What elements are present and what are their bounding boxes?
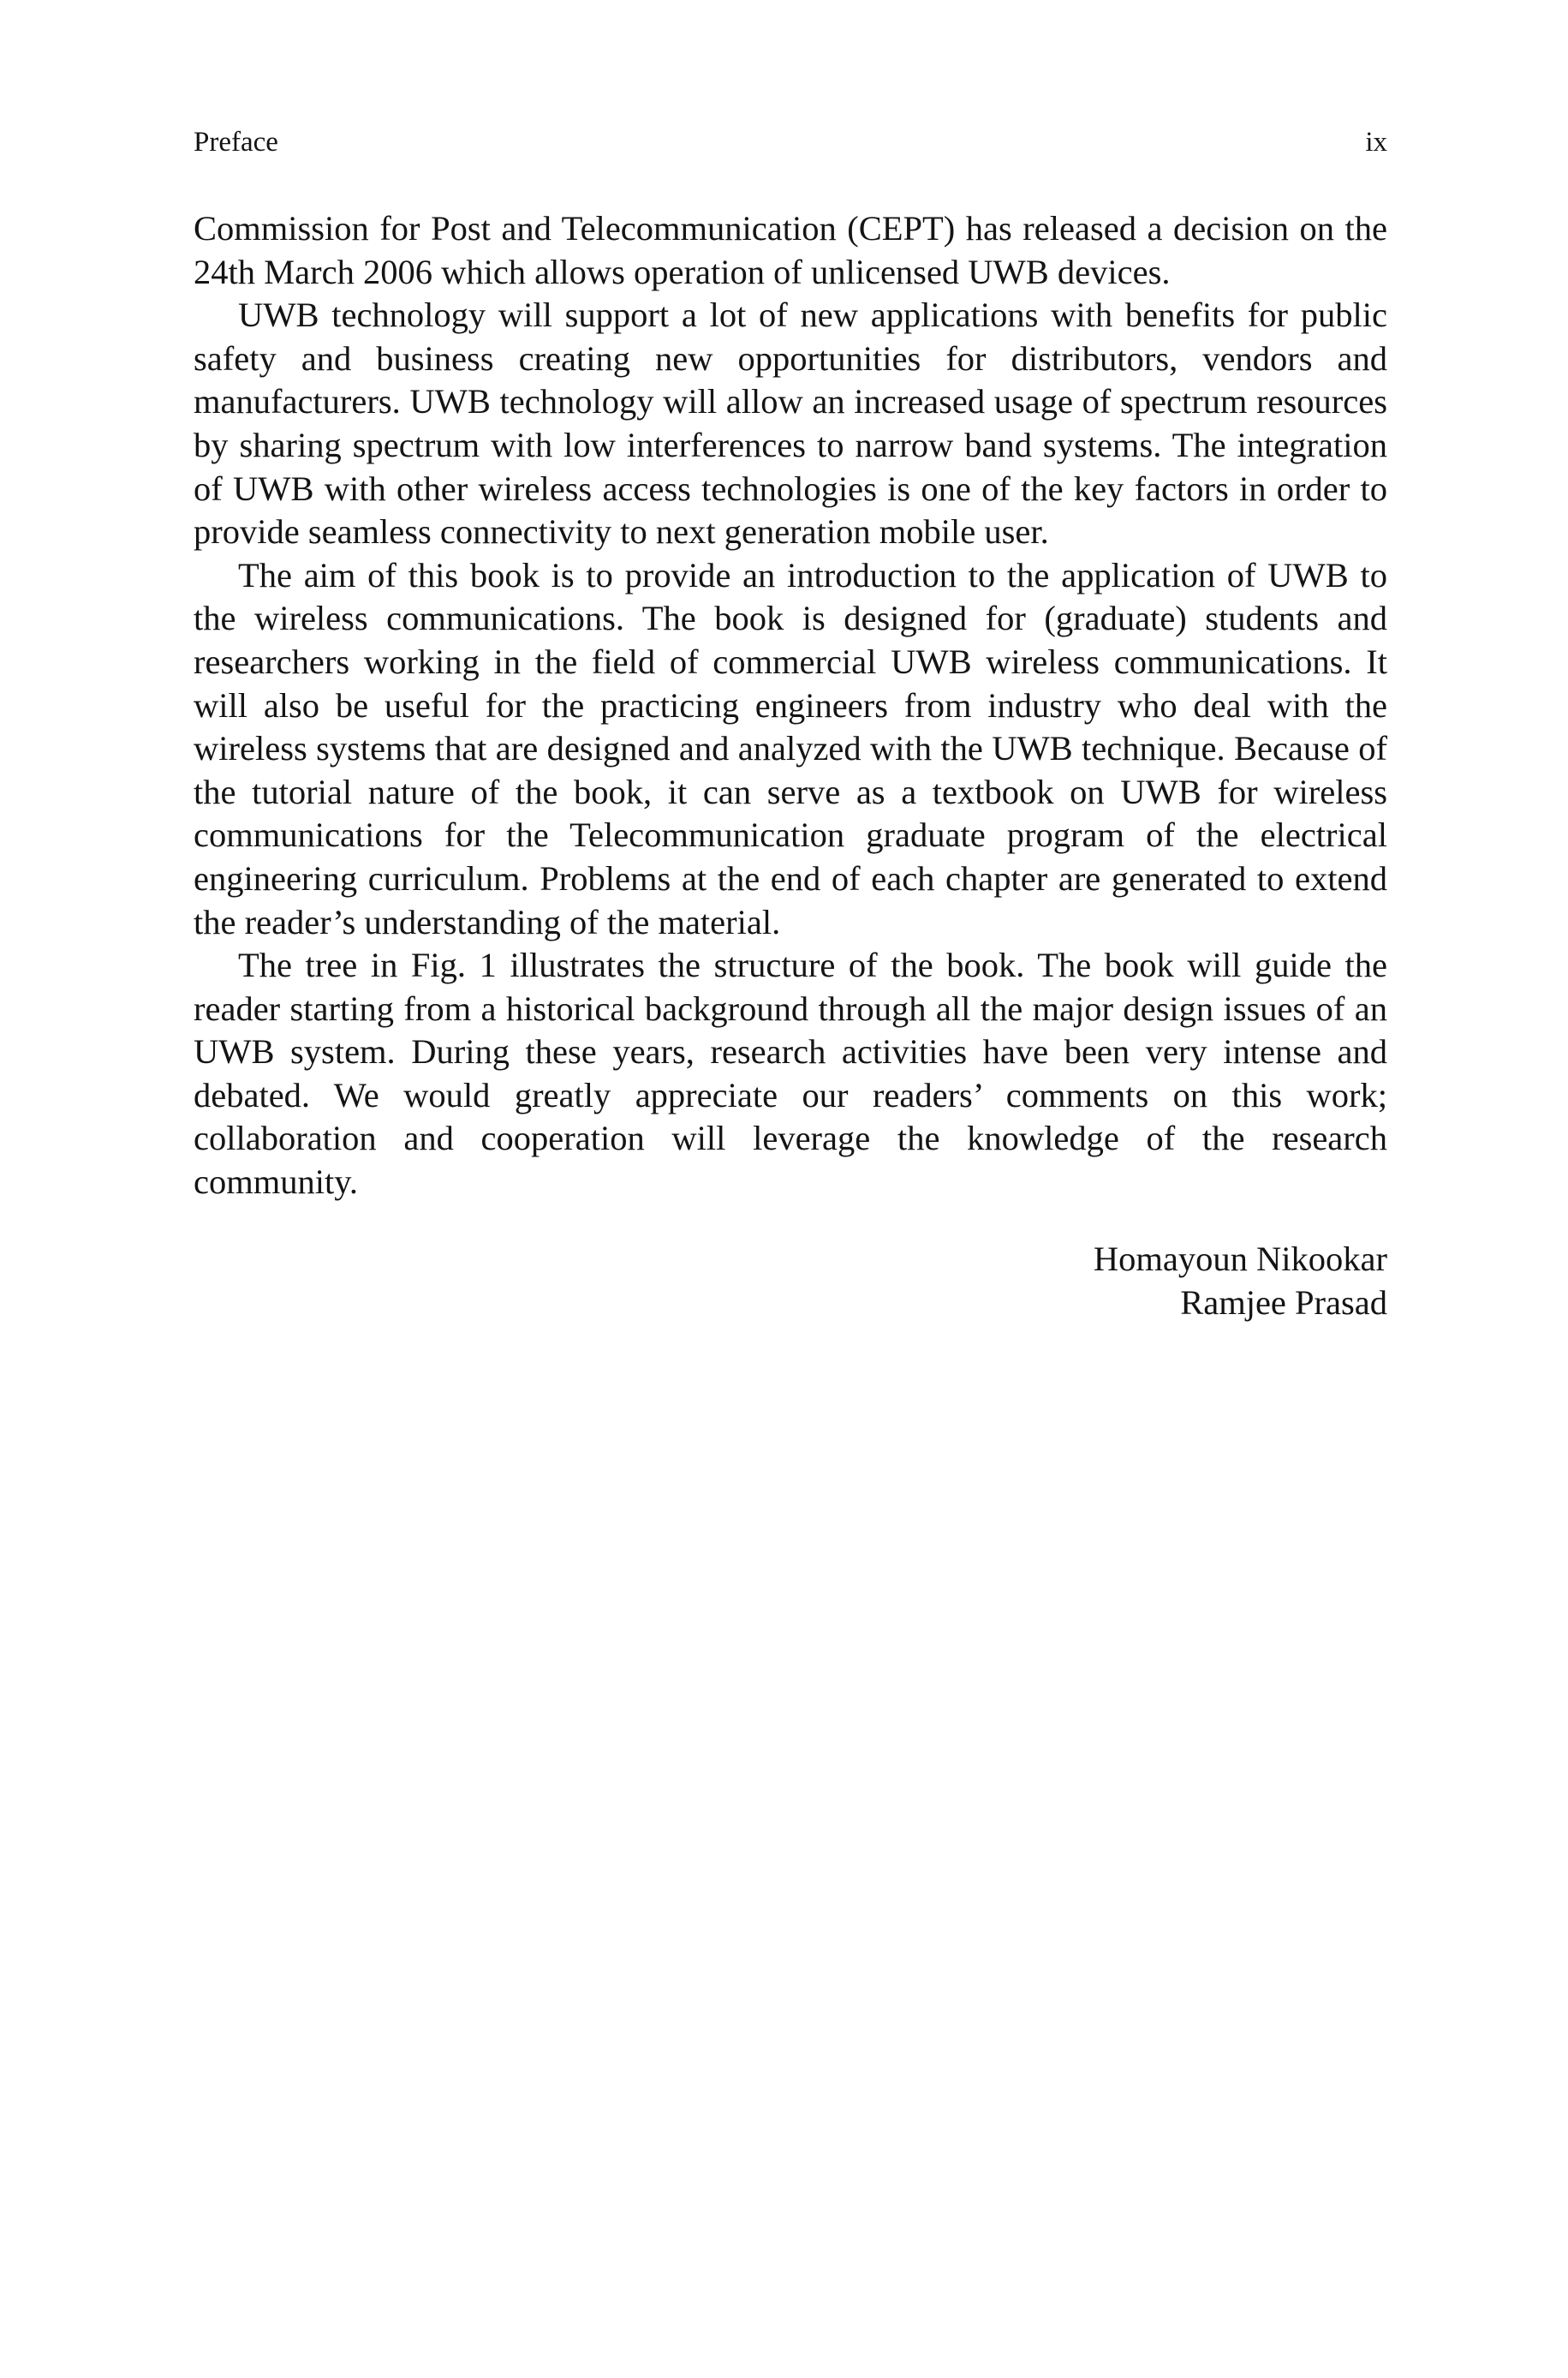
author-name: Ramjee Prasad: [1180, 1283, 1387, 1322]
preface-body: [194, 207, 1387, 1204]
paragraph-book-structure: The tree in Fig. 1 illustrates the structure of the book. The book will guide the reader starting from a historical background through all the major design issues of an UWB system. During these years, research activities have been very intense and debated. We would greatly appreciate our readers’ comments on this work; collaboration and cooperation will leverage the knowledge of the research community.: [194, 946, 1387, 1202]
paragraph-uwb-applications: UWB technology will support a lot of new applications with benefits for public safety and business creating new opportunities for distributors, vendors and manufacturers. UWB technology will allow an increased usage of spectrum resources by sharing spectrum with low interferences to narrow band systems. The integration of UWB with other wireless access technologies is one of the key factors in order to provide seamless connectivity to next generation mobile user.: [194, 296, 1387, 552]
page-number: ix: [1365, 127, 1387, 158]
author-signature: [856, 1237, 1387, 1324]
paragraph-cept-decision: Commission for Post and Telecommunication (CEPT) has released a decision on the 24th March 2006 which allows operation of unlicensed UWB devices.: [194, 209, 1387, 291]
paragraph-book-aim: The aim of this book is to provide an introduction to the application of UWB to the wireless communications. The book is designed for (graduate) students and researchers working in the field of commercial UWB wireless communications. It will also be useful for the practicing engineers from industry who deal with the wireless systems that are designed and analyzed with the UWB technique. Because of the tutorial nature of the book, it can serve as a textbook on UWB for wireless communications for the Telecommunication graduate program of the electrical engineering curriculum. Problems at the end of each chapter are generated to extend the reader’s understanding of the material.: [194, 555, 1387, 941]
running-head-section-title: Preface: [194, 127, 278, 158]
running-head: [194, 125, 1387, 159]
author-name: Homayoun Nikookar: [1093, 1240, 1387, 1278]
